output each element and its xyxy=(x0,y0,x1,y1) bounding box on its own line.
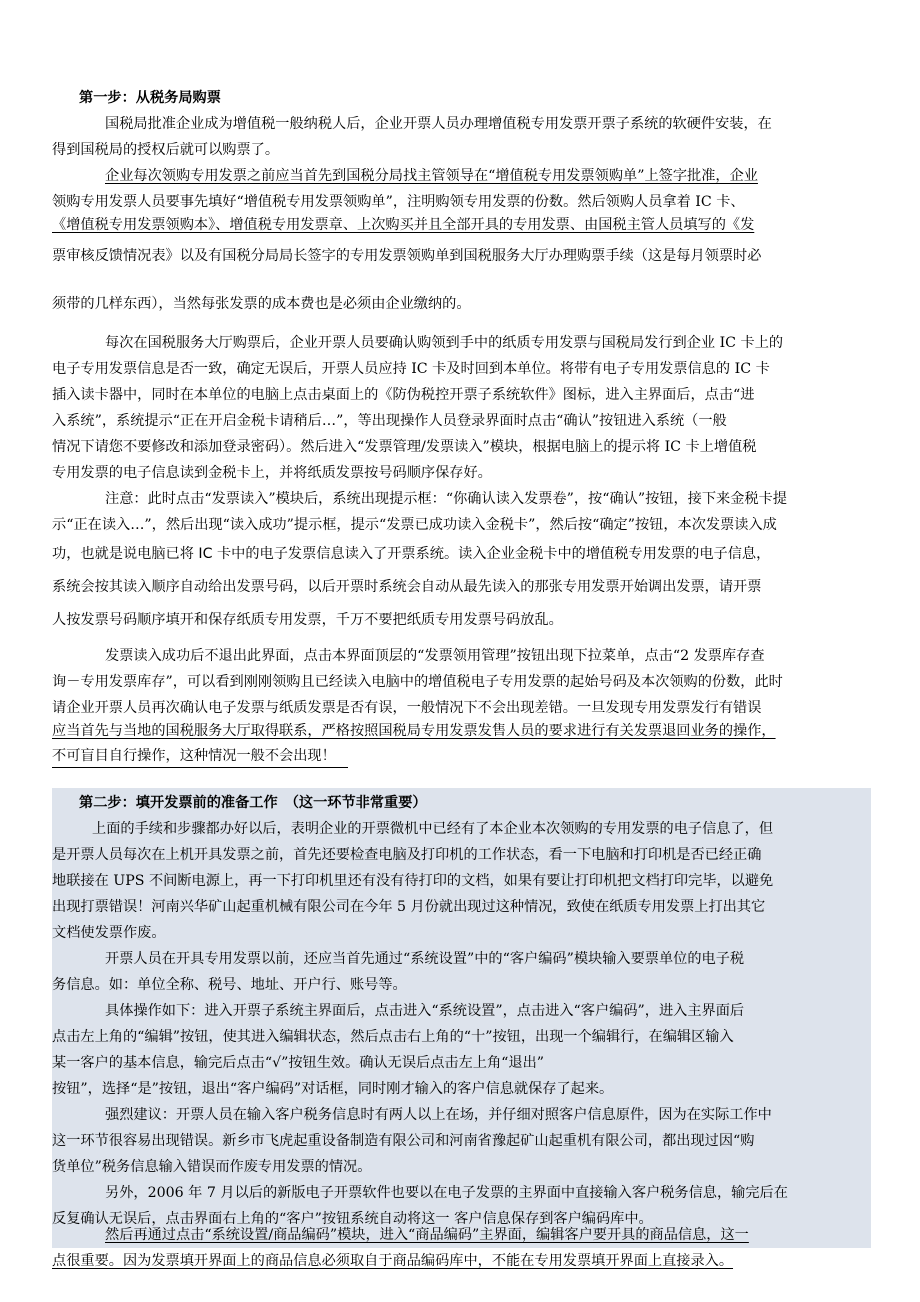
step1-p2-line4: 票审核反馈情况表》以及有国税分局局长签字的专用发票领购单到国税服务大厅办理购票手续（这是每月领票时必 xyxy=(52,248,762,264)
step1-p2-line1: 企业每次领购专用发票之前应当首先到国税分局找主管领导在“增值税专用发票领购单”上签字批准，企业 xyxy=(105,168,758,184)
step1-p4-line5: 人按发票号码顺序填开和保存纸质专用发票，千万不要把纸质专用发票号码放乱。 xyxy=(52,612,563,628)
step1-p2-line5: 须带的几样东西），当然每张发票的成本费也是必须由企业缴纳的。 xyxy=(52,296,471,312)
step1-p2-line2: 领购专用发票人员要事先填好“增值税专用发票领购单”，注明购领专用发票的份数。然后领购人员拿着 IC 卡、 xyxy=(52,194,745,210)
step1-p3-line5: 情况下请您不要修改和添加登录密码）。然后进入“发票管理/发票读入”模块，根据电脑上的提示将 IC 卡上增值税 xyxy=(52,439,757,455)
step1-p1-line2: 得到国税局的授权后就可以购票了。 xyxy=(52,142,280,158)
step1-p3-line2: 电子专用发票信息是否一致，确定无误后，开票人员应持 IC 卡及时回到本单位。将带有电子专用发票信息的 IC 卡 xyxy=(52,361,770,377)
step1-p3-line6: 专用发票的电子信息读到金税卡上，并将纸质发票按号码顺序保存好。 xyxy=(52,465,492,481)
step2-p4-line2: 这一环节很容易出现错误。新乡市飞虎起重设备制造有限公司和河南省豫起矿山起重机有限公司，都出现过因“购 xyxy=(52,1133,755,1149)
step1-p1-line1: 国税局批准企业成为增值税一般纳税人后，企业开票人员办理增值税专用发票开票子系统的软硬件安装，在 xyxy=(105,116,772,132)
step1-p3-line4: 入系统”，系统提示“正在开启金税卡请稍后…”，等出现操作人员登录界面时点击“确认”按钮进入系统（一般 xyxy=(52,413,727,429)
step2-p3-line2: 点击左上角的“编辑”按钮，使其进入编辑状态，然后点击右上角的“十”按钮，出现一个编辑行，在编辑区输入 xyxy=(52,1029,734,1045)
step2-p5-line1: 另外，2006 年 7 月以后的新版电子开票软件也要以在电子发票的主界面中直接输入客户税务信息，输完后在 xyxy=(105,1185,788,1201)
step1-p3-line3: 插入读卡器中，同时在本单位的电脑上点击桌面上的《防伪税控开票子系统软件》图标，进入主界面后，点击“进 xyxy=(52,387,755,403)
step1-p5-line3: 请企业开票人员再次确认电子发票与纸质发票是否有误，一般情况下不会出现差错。一旦发现专用发票发行有错误 xyxy=(52,700,762,716)
step1-p5-line2: 询－专用发票库存”，可以看到刚刚领购且已经读入电脑中的增值税电子专用发票的起始号码及本次领购的份数，此时 xyxy=(52,674,783,690)
step2-p5-line2: 反复确认无误后，点击界面右上角的“客户”按钮系统自动将这一 客户信息保存到客户编码库中。 xyxy=(52,1211,653,1227)
step2-heading: 第二步：填开发票前的准备工作 （这一环节非常重要） xyxy=(79,795,427,811)
step2-p1-line4: 出现打票错误！河南兴华矿山起重机械有限公司在今年 5 月份就出现过这种情况，致使在纸质专用发票上打出其它 xyxy=(52,899,766,915)
step2-p6-line1: 然后再通过点击“系统设置/商品编码”模块，进入“商品编码”主界面，编辑客户要开具的商品信息，这一 xyxy=(105,1227,749,1243)
step2-p4-line3: 货单位”税务信息输入错误而作废专用发票的情况。 xyxy=(52,1159,372,1175)
step2-p4-line1: 强烈建议：开票人员在输入客户税务信息时有两人以上在场，并仔细对照客户信息原件，因为在实际工作中 xyxy=(105,1107,772,1123)
step2-p1-line1: 上面的手续和步骤都办好以后，表明企业的开票微机中已经有了本企业本次领购的专用发票的电子信息了，但 xyxy=(92,821,774,837)
underline-rule xyxy=(52,767,348,768)
step1-p5-line4: 应当首先与当地的国税服务大厅取得联系，严格按照国税局专用发票发售人员的要求进行有关发票退回业务的操作， xyxy=(52,723,776,739)
step1-p4-line4: 系统会按其读入顺序自动给出发票号码，以后开票时系统会自动从最先读入的那张专用发票开始调出发票，请开票 xyxy=(52,579,762,595)
step1-p4-line1: 注意：此时点击“发票读入”模块后，系统出现提示框：“你确认读入发票卷”，按“确认”按钮，接下来金税卡提 xyxy=(105,491,787,507)
step2-p3-line4: 按钮”，选择“是”按钮，退出“客户编码”对话框，同时刚才输入的客户信息就保存了起来。 xyxy=(52,1081,614,1097)
step2-p6-line2: 点很重要。因为发票填开界面上的商品信息必须取自于商品编码库中，不能在专用发票填开界面上直接录入。 xyxy=(52,1253,734,1269)
step1-p5-line5: 不可盲目自行操作，这种情况一般不会出现！ xyxy=(52,748,336,764)
step2-p1-line5: 文档使发票作废。 xyxy=(52,925,166,941)
step1-p4-line3: 功，也就是说电脑已将 IC 卡中的电子发票信息读入了开票系统。读入企业金税卡中的增值税专用发票的电子信息， xyxy=(52,546,771,562)
step1-p3-line1: 每次在国税服务大厅购票后，企业开票人员要确认购领到手中的纸质专用发票与国税局发行到企业 IC 卡上的 xyxy=(105,335,784,351)
step2-p2-line1: 开票人员在开具专用发票以前，还应当首先通过“系统设置”中的“客户编码”模块输入要票单位的电子税 xyxy=(105,951,745,967)
step1-p5-line1: 发票读入成功后不退出此界面，点击本界面顶层的“发票领用管理”按钮出现下拉菜单，点击“2 发票库存查 xyxy=(105,648,765,664)
step1-p2-line3: 《增值税专用发票领购本》、增值税专用发票章、上次购买并且全部开具的专用发票、由国税主管人员填写的《发 xyxy=(52,217,755,233)
step1-heading: 第一步：从税务局购票 xyxy=(79,90,221,106)
step2-p1-line3: 地联接在 UPS 不间断电源上，再一下打印机里还有没有待打印的文档，如果有要让打印机把文档打印完毕，以避免 xyxy=(52,873,774,889)
step2-p3-line3: 某一客户的基本信息，输完后点击“√”按钮生效。确认无误后点击左上角“退出” xyxy=(52,1055,545,1071)
step1-p4-line2: 示“正在读入…”，然后出现“读入成功”提示框，提示“发票已成功读入金税卡”，然后按“确定”按钮，本次发票读入成 xyxy=(52,517,777,533)
step2-p3-line1: 具体操作如下：进入开票子系统主界面后，点击进入“系统设置”，点击进入“客户编码”，进入主界面后 xyxy=(105,1003,745,1019)
step2-p1-line2: 是开票人员每次在上机开具发票之前，首先还要检查电脑及打印机的工作状态，看一下电脑和打印机是否已经正确 xyxy=(52,847,762,863)
step2-p2-line2: 务信息。如：单位全称、税号、地址、开户行、账号等。 xyxy=(52,977,407,993)
